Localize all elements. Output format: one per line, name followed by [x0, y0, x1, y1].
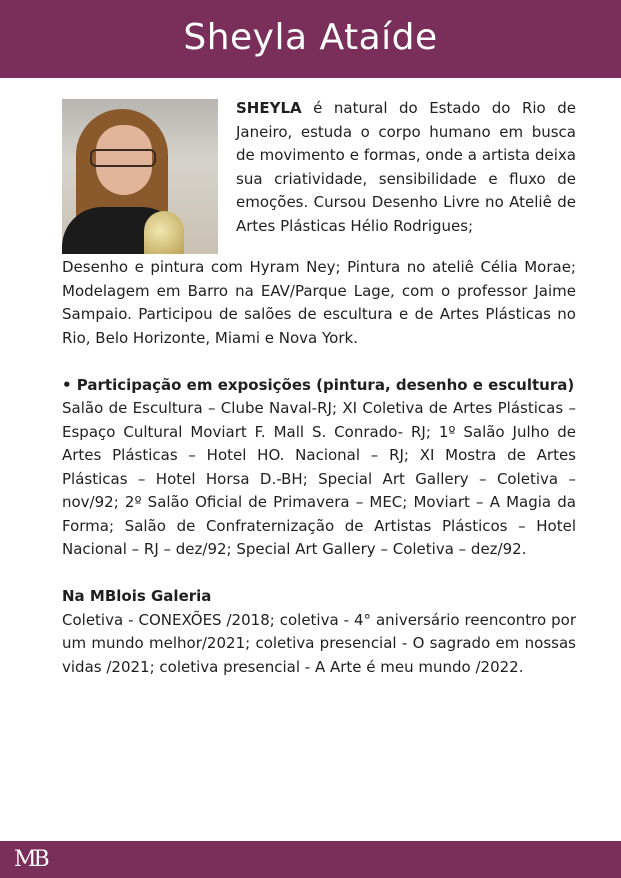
- spacer: [62, 350, 576, 374]
- exhibitions-heading: • Participação em exposições (pintura, desenho e escultura): [62, 375, 575, 394]
- header-bar: [0, 0, 621, 78]
- gallery-text: Coletiva - CONEXÕES /2018; coletiva - 4° aniversário reencontro por um mundo melhor/2021; coletiva presencial - O sagrado em nossas vidas /2021; coletiva presencial - A Arte é meu mundo /2022.: [62, 610, 576, 676]
- bio-text-below-photo: Desenho e pintura com Hyram Ney; Pintura no ateliê Célia Morae; Modelagem em Barro na EAV/Parque Lage, com o professor Jaime Sampaio. Participou de salões de escultura e de Artes Plásticas no Rio, Belo Horizonte, Miami e Nova York.: [62, 258, 576, 347]
- article-content: [62, 97, 576, 679]
- photo-trophy: [144, 211, 184, 254]
- gallery-heading: Na MBlois Galeria: [62, 587, 212, 605]
- exhibitions-text: Salão de Escultura – Clube Naval-RJ; XI Coletiva de Artes Plásticas – Espaço Cultural Moviart F. Mall S. Conrado- RJ; 1º Salão Julho de Artes Plásticas – Hotel HO. Nacional – RJ; XI Mostra de Artes Plásticas – Hotel Horsa D.-BH; Special Art Gallery – Coletiva – nov/92; 2º Salão Oficial de Primavera – MEC; Moviart – A Magia da Forma; Salão de Confraternização de Artistas Plásticos – Hotel Nacional – RJ – dez/92; Special Art Gallery – Coletiva – dez/92.: [62, 399, 576, 558]
- portrait-photo: [62, 99, 218, 254]
- mb-logo: MB: [14, 847, 47, 872]
- page-title: Sheyla Ataíde: [183, 16, 438, 58]
- bio-text-beside-photo: é natural do Estado do Rio de Janeiro, estuda o corpo humano em busca de movimento e formas, onde a artista deixa sua criatividade, sensibilidade e fluxo de emoções. Cursou Desenho Livre no Ateliê de Artes Plásticas Hélio Rodrigues;: [236, 99, 576, 235]
- footer-bar: [0, 841, 621, 878]
- photo-glasses: [90, 149, 156, 167]
- spacer: [62, 562, 576, 586]
- bio-name: SHEYLA: [236, 99, 302, 117]
